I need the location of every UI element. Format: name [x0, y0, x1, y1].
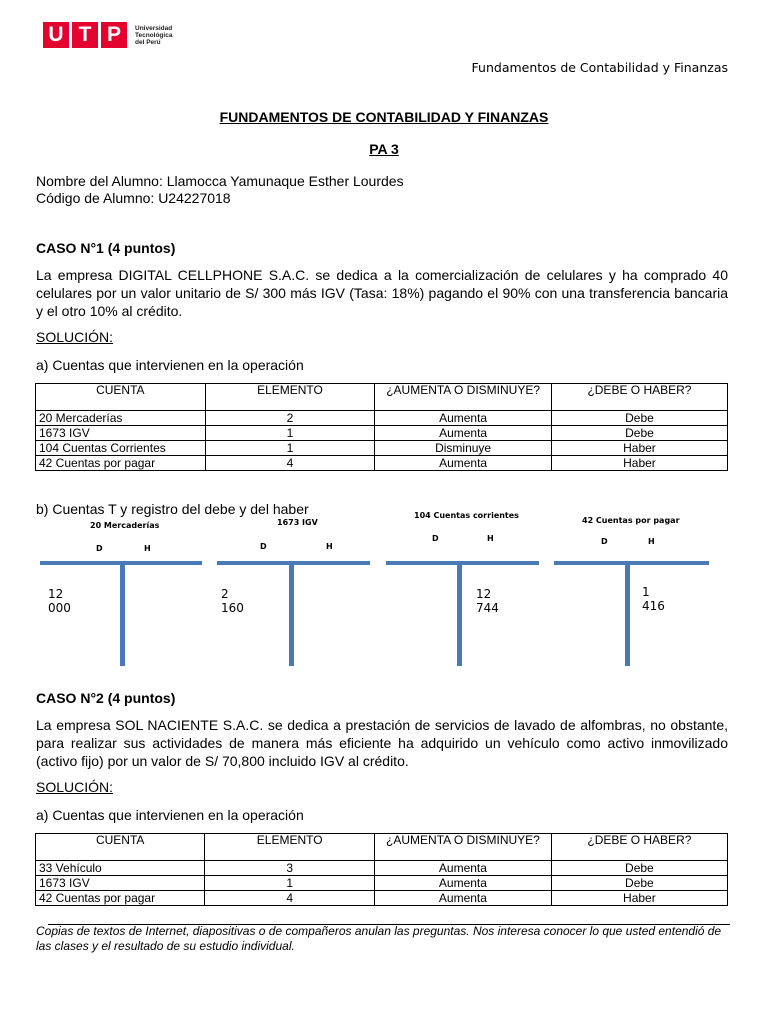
table-cell: Debe	[551, 861, 727, 876]
case2-heading: CASO N°2 (4 puntos)	[36, 690, 176, 706]
table-header: CUENTA	[36, 834, 205, 861]
t-account-stem	[289, 561, 294, 666]
table-cell: 104 Cuentas Corrientes	[36, 441, 206, 456]
t-account-stem	[120, 561, 125, 666]
table-header: ELEMENTO	[205, 384, 375, 411]
table-row	[36, 891, 728, 906]
table-cell: 20 Mercaderías	[36, 411, 206, 426]
logo-letter-u: U	[43, 22, 69, 48]
document-title: FUNDAMENTOS DE CONTABILIDAD Y FINANZAS	[219, 109, 549, 125]
table-row	[36, 876, 728, 891]
table-cell: Debe	[551, 411, 727, 426]
t-account-bar	[386, 561, 539, 565]
table-cell: 1673 IGV	[36, 426, 206, 441]
t-account-name: 42 Cuentas por pagar	[582, 516, 680, 525]
t-account-debe-value: 12 000	[48, 587, 71, 615]
table-cell: Debe	[551, 426, 727, 441]
table-header-row	[36, 384, 728, 411]
case2-text: La empresa SOL NACIENTE S.A.C. se dedica a prestación de servicios de lavado de alfombras, no obstante, para realizar sus actividades de manera más eficiente ha adquirido un vehículo como activo inmovilizado (activo fijo) por un valor de S/ 70,800 incluido IGV al crédito.	[36, 717, 728, 769]
t-account-haber-value: 1 416	[642, 585, 665, 613]
table-cell: Aumenta	[375, 861, 552, 876]
table-cell: Aumenta	[375, 876, 552, 891]
t-account-name: 104 Cuentas corrientes	[414, 511, 519, 520]
table-row	[36, 411, 728, 426]
t-account-haber-label: H	[144, 544, 151, 553]
logo-letter-p: P	[101, 22, 127, 48]
table-cell: 42 Cuentas por pagar	[36, 891, 205, 906]
t-account-bar	[554, 561, 709, 565]
header-course-name: Fundamentos de Contabilidad y Finanzas	[471, 60, 728, 75]
table-cell: Aumenta	[375, 426, 552, 441]
table-row	[36, 441, 728, 456]
table-cell: 1673 IGV	[36, 876, 205, 891]
table-header: ¿DEBE O HABER?	[551, 834, 727, 861]
table-cell: Haber	[551, 891, 727, 906]
table-cell: 4	[205, 456, 375, 471]
table-header: ¿DEBE O HABER?	[551, 384, 727, 411]
table-cell: 1	[205, 441, 375, 456]
case1-part-b: b) Cuentas T y registro del debe y del haber	[36, 501, 309, 517]
t-account-name: 1673 IGV	[277, 518, 318, 527]
case1-solution: SOLUCIÓN:	[36, 329, 114, 345]
table-cell: 4	[205, 891, 375, 906]
table-row	[36, 861, 728, 876]
table-header-row	[36, 834, 728, 861]
table-cell: Disminuye	[375, 441, 552, 456]
table-row	[36, 426, 728, 441]
table-cell: 3	[205, 861, 375, 876]
table-cell: 42 Cuentas por pagar	[36, 456, 206, 471]
case1-heading: CASO N°1 (4 puntos)	[36, 240, 176, 256]
table-cell: Aumenta	[375, 891, 552, 906]
student-code: Código de Alumno: U24227018	[36, 190, 231, 206]
table-cell: 33 Vehículo	[36, 861, 205, 876]
t-account-debe-label: D	[601, 537, 608, 546]
t-account-debe-label: D	[96, 544, 103, 553]
t-account-debe-label: D	[260, 542, 267, 551]
logo-text: Universidad Tecnológica del Perú	[135, 24, 173, 46]
table-cell: 1	[205, 876, 375, 891]
case1-text: La empresa DIGITAL CELLPHONE S.A.C. se dedica a la comercialización de celulares y ha comprado 40 celulares por un valor unitario de S/ 300 más IGV (Tasa: 18%) pagando el 90% con una transferencia bancaria y el otro 10% al crédito.	[36, 267, 728, 319]
case2-solution: SOLUCIÓN:	[36, 779, 114, 795]
t-account-debe-label: D	[432, 534, 439, 543]
table-cell: Haber	[551, 441, 727, 456]
t-account-haber-value: 12 744	[476, 587, 499, 615]
table-cell: Debe	[551, 876, 727, 891]
table-cell: 2	[205, 411, 375, 426]
table-cell: 1	[205, 426, 375, 441]
footer-note: Copias de textos de Internet, diapositivas o de compañeros anulan las preguntas. Nos interesa conocer lo que usted entendió de las clases y el resultado de su estudio individual.	[36, 924, 722, 953]
table-cell: Aumenta	[375, 411, 552, 426]
t-account-name: 20 Mercaderías	[90, 521, 160, 530]
t-account-haber-label: H	[648, 537, 655, 546]
t-account-haber-label: H	[326, 542, 333, 551]
case2-part-a: a) Cuentas que intervienen en la operación	[36, 807, 304, 823]
table-header: ¿AUMENTA O DISMINUYE?	[375, 834, 552, 861]
table-header: ¿AUMENTA O DISMINUYE?	[375, 384, 552, 411]
case1-part-a: a) Cuentas que intervienen en la operación	[36, 357, 304, 373]
table-row	[36, 456, 728, 471]
case2-accounts-table	[35, 833, 728, 906]
document-subtitle: PA 3	[369, 141, 399, 157]
student-name: Nombre del Alumno: Llamocca Yamunaque Esther Lourdes	[36, 173, 404, 189]
utp-logo	[43, 22, 172, 48]
t-account-debe-value: 2 160	[221, 587, 244, 615]
t-account-stem	[457, 561, 462, 666]
case1-accounts-table	[35, 383, 728, 471]
t-account-haber-label: H	[487, 534, 494, 543]
table-cell: Aumenta	[375, 456, 552, 471]
logo-letter-t: T	[72, 22, 98, 48]
table-header: ELEMENTO	[205, 834, 375, 861]
table-header: CUENTA	[36, 384, 206, 411]
table-cell: Haber	[551, 456, 727, 471]
t-account-stem	[625, 561, 630, 666]
